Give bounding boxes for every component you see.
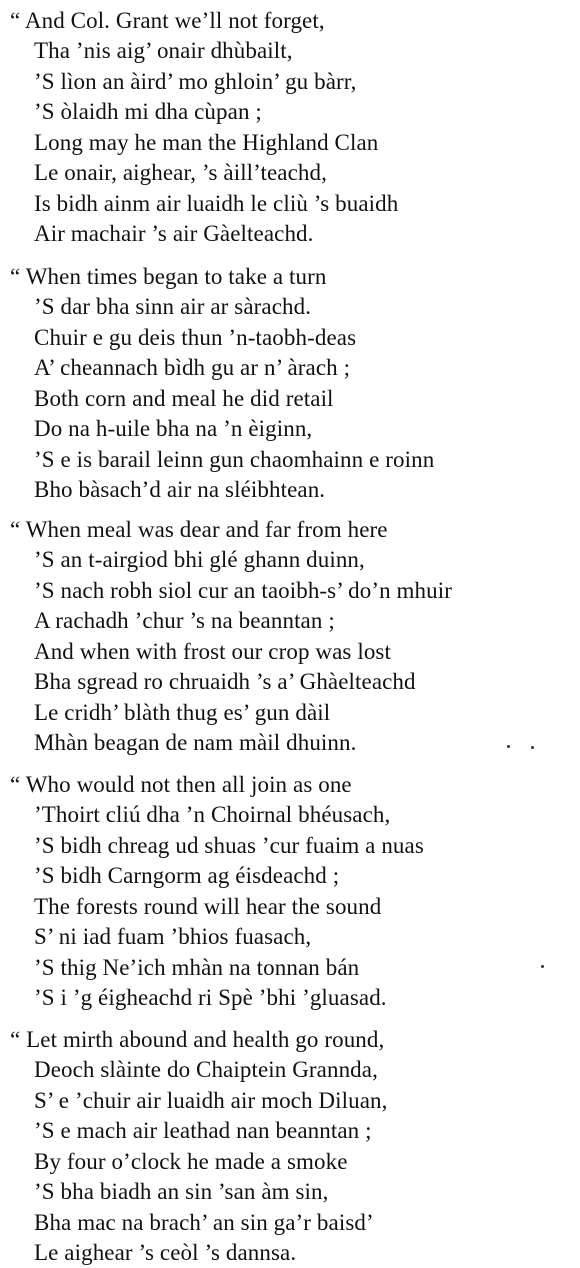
stanza-line: Air machair ’s air Gàelteachd. xyxy=(34,221,314,246)
stanza-line: Le cridh’ blàth thug es’ gun dàil xyxy=(34,700,331,725)
stanza-line: Bha sgread ro chruaidh ’s a’ Ghàelteachd xyxy=(34,669,416,694)
stanza-line: ’S thig Ne’ich mhàn na tonnan bán xyxy=(34,955,360,980)
stanza-line: S’ e ’chuir air luaidh air moch Diluan, xyxy=(34,1088,388,1113)
stanza-line: Tha ’nis aig’ onair dhùbailt, xyxy=(34,38,293,63)
stanza-line: “ Let mirth abound and health go round, xyxy=(10,1027,385,1052)
stanza-line: Le aighear ’s ceòl ’s dannsa. xyxy=(34,1240,297,1265)
print-speck xyxy=(507,745,510,748)
print-speck xyxy=(541,965,544,968)
stanza-line: “ When meal was dear and far from here xyxy=(10,517,388,542)
stanza-line: “ When times began to take a turn xyxy=(10,264,327,289)
stanza-line: ’S òlaidh mi dha cùpan ; xyxy=(34,99,262,124)
stanza-line: By four o’clock he made a smoke xyxy=(34,1149,348,1174)
print-speck xyxy=(531,746,534,749)
stanza-line: Is bidh ainm air luaidh le cliù ’s buaidh xyxy=(34,191,399,216)
stanza-line: ’S nach robh siol cur an taoibh-s’ do’n mhuir xyxy=(34,578,452,603)
stanza-line: Do na h-uile bha na ’n èiginn, xyxy=(34,416,313,441)
stanza-line: Both corn and meal he did retail xyxy=(34,386,334,411)
stanza-line: Chuir e gu deis thun ’n-taobh-deas xyxy=(34,325,357,350)
stanza-line: The forests round will hear the sound xyxy=(34,894,382,919)
stanza-line: Bho bàsach’d air na sléibhtean. xyxy=(34,477,326,502)
stanza-line: Deoch slàinte do Chaiptein Grannda, xyxy=(34,1057,378,1082)
stanza-line: Long may he man the Highland Clan xyxy=(34,130,379,155)
stanza-line: ’S bidh chreag ud shuas ’cur fuaim a nuas xyxy=(34,833,424,858)
stanza-line: Mhàn beagan de nam màil dhuinn. xyxy=(34,730,357,755)
stanza-line: “ And Col. Grant we’ll not forget, xyxy=(10,8,325,33)
stanza-line: Bha mac na brach’ an sin ga’r baisd’ xyxy=(34,1210,374,1235)
stanza-line: Le onair, aighear, ’s àill’teachd, xyxy=(34,160,327,185)
stanza-line: And when with frost our crop was lost xyxy=(34,639,391,664)
stanza-line: ’Thoirt cliú dha ’n Choirnal bhéusach, xyxy=(34,802,391,827)
stanza-line: ’S dar bha sinn air ar sàrachd. xyxy=(34,294,312,319)
stanza-line: A’ cheannach bìdh gu ar n’ àrach ; xyxy=(34,355,351,380)
stanza-line: ’S lìon an àird’ mo ghloin’ gu bàrr, xyxy=(34,69,357,94)
stanza-line: ’S an t-airgiod bhi glé ghann duinn, xyxy=(34,547,365,572)
stanza-line: “ Who would not then all join as one xyxy=(10,772,352,797)
stanza-line: S’ ni iad fuam ’bhios fuasach, xyxy=(34,924,312,949)
stanza-line: ’S i ’g éigheachd ri Spè ’bhi ’gluasad. xyxy=(34,985,387,1010)
stanza-line: ’S bidh Carngorm ag éisdeachd ; xyxy=(34,863,340,888)
stanza-line: ’S e mach air leathad nan beanntan ; xyxy=(34,1118,372,1143)
stanza-line: ’S bha biadh an sin ’san àm sin, xyxy=(34,1179,329,1204)
stanza-line: ’S e is barail leinn gun chaomhainn e roinn xyxy=(34,447,435,472)
stanza-line: A rachadh ’chur ’s na beanntan ; xyxy=(34,608,335,633)
